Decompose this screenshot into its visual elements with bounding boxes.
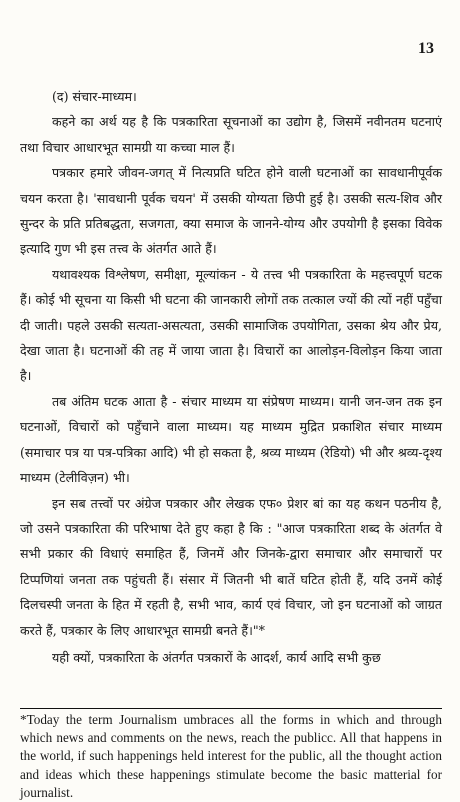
paragraph: इन सब तत्त्वों पर अंग्रेज पत्रकार और लेखक एफ० प्रेशर बां का यह कथन पठनीय है, जो उसने पत्रकारिता की परिभाषा देते हुए कहा है कि : "आज पत्रकारिता शब्द के अंतर्गत वे सभी प्रकार की विधाएं समाहित हैं, जिनमें और जिनके-द्वारा समाचार और समाचारों पर टिप्पणियां जनता तक पहुंचती हैं। संसार में जितनी भी बातें घटित होती हैं, यदि उनमें कोई दिलचस्पी जनता के हित में रहती है, सभी भाव, कार्य एवं विचार, जो इन घटनाओं को जाग्रत करते हैं, पत्रकार के लिए आधारभूत सामग्री बनते हैं।"* [20,495,442,638]
footnote-divider [20,708,442,709]
body-text [20,84,442,670]
footnote: *Today the term Journalism umbraces all the forms in which and through which news and comments on the news, reach the publicc. All that happens in the world, if such happenings held interest for the public, all the thought action and ideas which these happenings stimulate become the basic matterial for journalist. [20,712,442,800]
section-heading: (द) संचार-माध्यम। [52,89,137,104]
paragraph: तब अंतिम घटक आता है - संचार माध्यम या संप्रेषण माध्यम। यानी जन-जन तक इन घटनाओं, विचारों को पहुँचाने वाला माध्यम। यह माध्यम मुद्रित प्रकाशित संचार माध्यम (समाचार पत्र या पत्र-पत्रिका आदि) भी हो सकता है, श्रव्य माध्यम (रेडियो) भी और श्रव्य-दृश्य माध्यम (टेलीविज़न) भी। [20,393,442,486]
paragraph: यथावश्यक विश्लेषण, समीक्षा, मूल्यांकन - ये तत्त्व भी पत्रकारिता के महत्त्वपूर्ण घटक हैं। कोई भी सूचना या किसी भी घटना की जानकारी लोगों तक तत्काल ज्यों की त्यों नहीं पहुँचा दी जाती। पहले उसकी सत्यता-असत्यता, उसकी सामाजिक उपयोगिता, उसका श्रेय और प्रेय, देखा जाता है। घटनाओं की तह में जाया जाता है। विचारों का आलोड़न-विलोड़न किया जाता है। [20,266,442,384]
paragraph: कहने का अर्थ यह है कि पत्रकारिता सूचनाओं का उद्योग है, जिसमें नवीनतम घटनाएं तथा विचार आधारभूत सामग्री या कच्चा माल हैं। [20,114,442,155]
paragraph: पत्रकार हमारे जीवन-जगत् में नित्यप्रति घटित होने वाली घटनाओं का सावधानीपूर्वक चयन करता है। 'सावधानी पूर्वक चयन' में उसकी योग्यता छिपी हुई है। उसकी सत्य-शिव और सुन्दर के प्रति प्रतिबद्धता, सजगता, क्या समाज के जानने-योग्य और उपयोगी है इसका विवेक इत्यादि गुण भी इस तत्त्व के अंतर्गत आते हैं। [20,165,442,257]
page-number: 13 [418,40,434,57]
paragraph-continued: यही क्यों, पत्रकारिता के अंतर्गत पत्रकारों के आदर्श, कार्य आदि सभी कुछ [52,649,381,665]
